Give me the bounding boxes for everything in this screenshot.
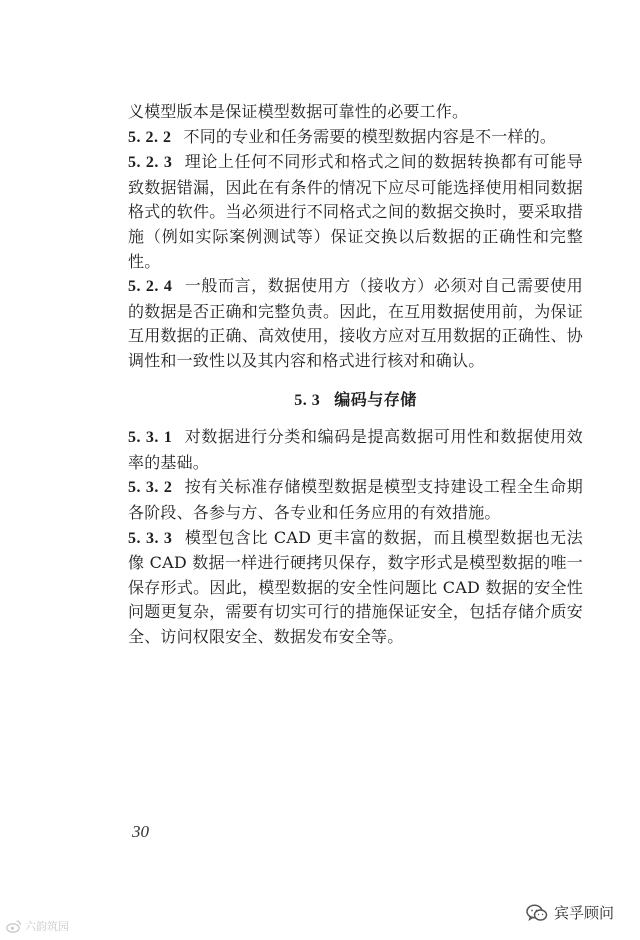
clause-number: 5. 3. 1	[128, 429, 173, 447]
paragraph-text: 义模型版本是保证模型数据可靠性的必要工作。	[128, 102, 469, 121]
watermark-text: 六韵筑园	[25, 920, 69, 933]
clause-5-2-2	[128, 125, 583, 151]
section-title: 编码与存储	[334, 389, 417, 409]
clause-text: 理论上任何不同形式和格式之间的数据转换都有可能导致数据错漏，因此在有条件的情况下应尽可能选择使用相同数据格式的软件。当必须进行不同格式之间的数据交换时，要采取措施（例如实际案例测试等）保证交换以后数据的正确性和完整性。	[128, 152, 583, 271]
clause-text: 按有关标准存储模型数据是模型支持建设工程全生命期各阶段、各参与方、各专业和任务应用的有效措施。	[128, 477, 583, 522]
clause-number: 5. 3. 2	[128, 479, 173, 497]
clause-number: 5. 2. 2	[128, 128, 172, 146]
clause-text: 对数据进行分类和编码是提高数据可用性和数据使用效率的基础。	[128, 427, 583, 472]
section-heading	[128, 388, 583, 414]
watermark-weibo	[6, 918, 69, 934]
clause-text: 模型包含比 CAD 更丰富的数据，而且模型数据也无法像 CAD 数据一样进行硬拷贝保存，数字形式是模型数据的唯一保存形式。因此，模型数据的安全性问题比 CAD 数据的安全性问题更复杂，需要有切实可行的措施保证安全，包括存储介质安全、访问权限安全、数据发布安全等。	[128, 527, 583, 646]
clause-text: 不同的专业和任务需要的模型数据内容是不一样的。	[183, 126, 557, 146]
watermark-text: 宾孚顾问	[554, 904, 615, 922]
clause-5-2-3	[128, 150, 583, 274]
paragraph-continuation	[128, 100, 583, 125]
page-number: 30	[132, 822, 149, 841]
clause-5-3-3	[128, 526, 583, 650]
clause-5-3-2	[128, 475, 583, 525]
clause-number: 5. 2. 3	[128, 154, 173, 172]
watermark-wechat	[526, 902, 614, 923]
page-content	[128, 100, 583, 649]
clause-text: 一般而言，数据使用方（接收方）必须对自己需要使用的数据是否正确和完整负责。因此，在互用数据使用前，为保证互用数据的正确、高效使用，接收方应对互用数据的正确性、协调性和一致性以及其内容和格式进行核对和确认。	[128, 276, 583, 370]
wechat-icon	[526, 904, 548, 922]
clause-5-2-4	[128, 274, 583, 373]
section-number: 5. 3	[294, 391, 321, 409]
clause-5-3-1	[128, 425, 583, 475]
clause-number: 5. 2. 4	[128, 278, 173, 296]
weibo-icon	[6, 919, 22, 933]
clause-number: 5. 3. 3	[128, 529, 173, 547]
